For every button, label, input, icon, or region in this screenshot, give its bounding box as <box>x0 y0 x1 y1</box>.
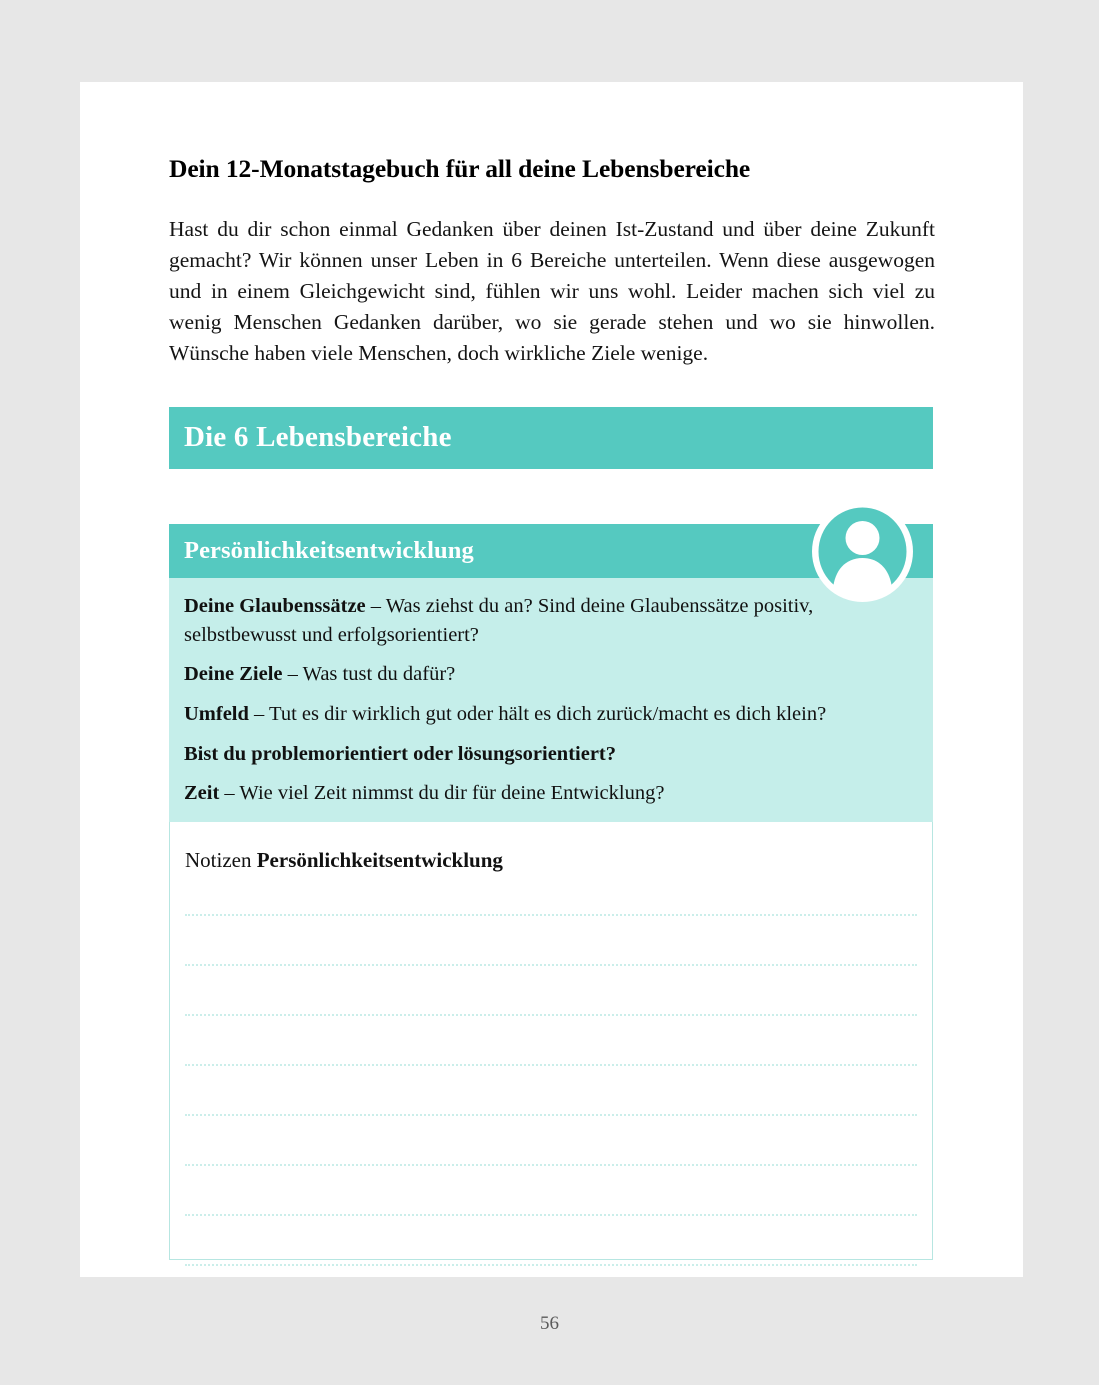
question-lead: Deine Ziele <box>184 663 283 686</box>
list-item <box>184 779 917 808</box>
page-number: 56 <box>540 1313 559 1334</box>
notes-label <box>185 848 915 873</box>
note-line <box>185 1064 917 1066</box>
life-area-title: Persönlichkeitsentwicklung <box>184 536 474 564</box>
list-item <box>184 700 917 729</box>
list-item <box>184 660 917 689</box>
list-item <box>184 592 917 649</box>
note-line <box>185 1214 917 1216</box>
question-rest: – Was tust du dafür? <box>282 663 456 686</box>
notes-label-prefix: Notizen <box>185 847 257 872</box>
page-title: Dein 12-Monatstagebuch für all deine Lebensbereiche <box>169 154 751 183</box>
note-line <box>185 1164 917 1166</box>
life-area-question-list <box>169 578 933 822</box>
note-line <box>185 1114 917 1116</box>
question-lead: Umfeld <box>184 702 249 725</box>
content-column <box>169 155 934 1260</box>
paper-sheet <box>80 82 1023 1277</box>
note-line <box>185 914 917 916</box>
person-avatar-icon <box>812 501 913 602</box>
life-area-card <box>169 524 933 1260</box>
question-lead: Bist du problemorientiert oder lösungsorientiert? <box>184 742 616 765</box>
life-area-header <box>169 524 933 578</box>
notes-label-topic: Persönlichkeitsentwicklung <box>256 847 503 872</box>
notes-ruled-lines <box>185 914 917 1266</box>
note-line <box>185 1014 917 1016</box>
section-title: Die 6 Lebensbereiche <box>184 421 452 454</box>
question-lead: Deine Glaubenssätze <box>184 594 366 617</box>
notes-area[interactable] <box>169 822 933 1260</box>
question-lead: Zeit <box>184 782 220 805</box>
note-line <box>185 964 917 966</box>
section-header-bar <box>169 407 933 469</box>
list-item <box>184 740 917 769</box>
question-rest: – Was ziehst du an? Sind deine Glaubenssätze positiv, selbstbewusst und erfolgsorientiert? <box>184 594 814 646</box>
question-rest: – Tut es dir wirklich gut oder hält es dich zurück/macht es dich klein? <box>248 702 827 725</box>
note-line <box>185 1264 917 1266</box>
intro-paragraph: Hast du dir schon einmal Gedanken über deinen Ist-Zustand und über deine Zukunft gemacht? Wir können unser Leben in 6 Bereiche unterteilen. Wenn diese ausgewogen und in einem Gleichgewicht sind, fühlen wir uns wohl. Leider machen sich viel zu wenig Menschen Gedanken darüber, wo sie gerade stehen und wo sie hinwollen. Wünsche haben viele Menschen, doch wirkliche Ziele wenige. <box>169 217 935 365</box>
question-rest: – Wie viel Zeit nimmst du dir für deine Entwicklung? <box>219 782 665 805</box>
